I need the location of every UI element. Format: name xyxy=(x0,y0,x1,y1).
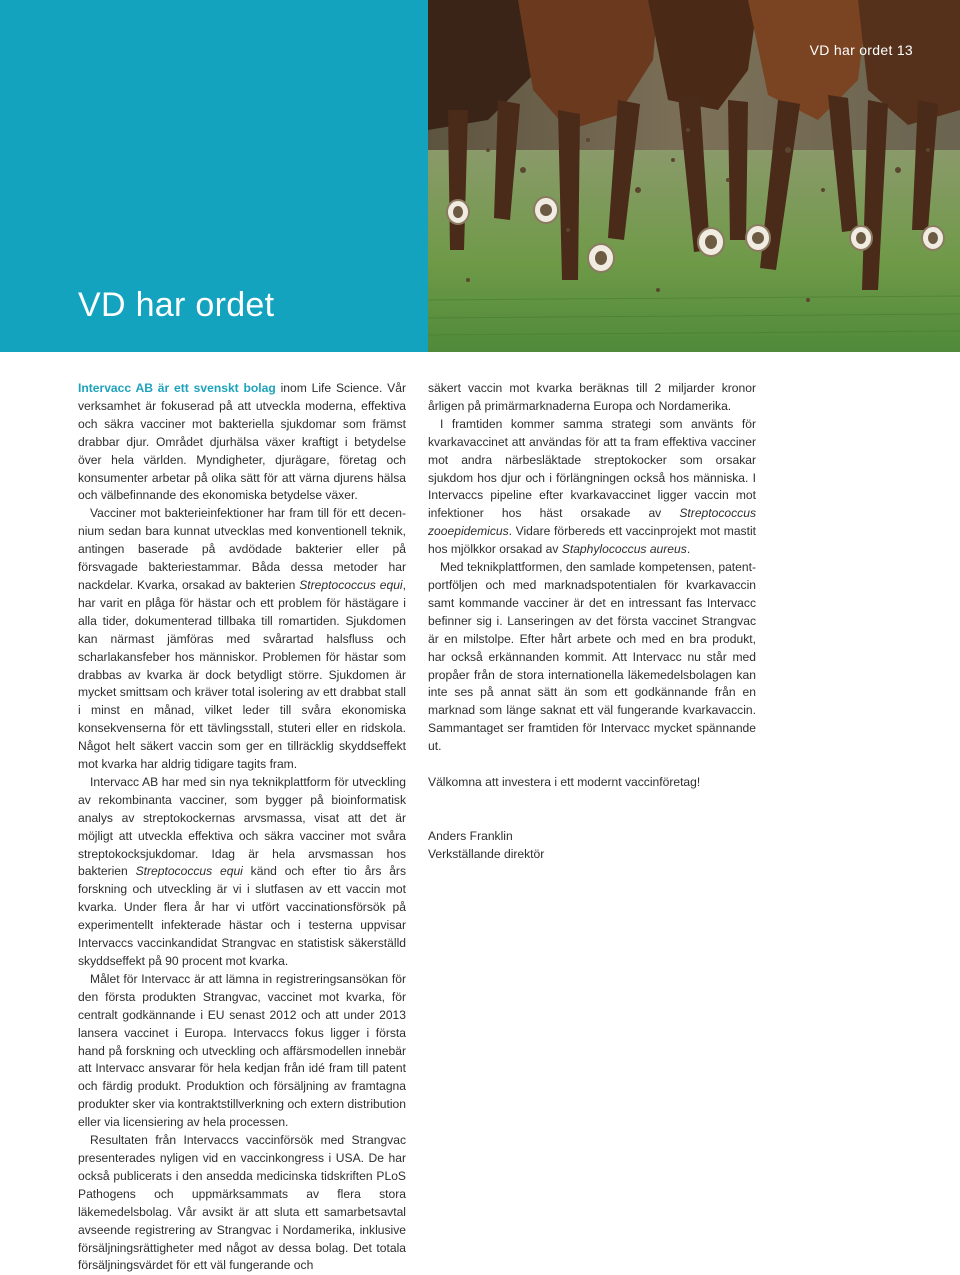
species-name: Streptococcus zooepidemicus xyxy=(428,506,756,539)
paragraph-future xyxy=(428,416,756,559)
page-title: VD har ordet xyxy=(78,286,275,324)
paragraph-platform xyxy=(78,774,406,971)
lead-in: Intervacc AB är ett svenskt bolag xyxy=(78,381,276,395)
signature-title: Verkställande direktör xyxy=(428,846,545,861)
right-column xyxy=(428,380,756,863)
paragraph-vaccines xyxy=(78,505,406,774)
text: . Vidare förbereds ett vaccinprojekt mot mastit hos mjölkkor orsakad av xyxy=(428,524,756,557)
signature-name: Anders Franklin xyxy=(428,828,513,843)
text: Vacciner mot bakterieinfektioner har fram till för ett decennium sedan bara kunnat utvecklas med konventionell teknik, antingen baserade på avdödade bakterier eller på försvagade bakteriestammar. Båda dessa metoder har nackdelar. Kvarka, orsakad av bakterien xyxy=(78,506,406,592)
text: Intervacc AB har med sin nya teknikplattform för utveckling av rekombinanta vacciner, som bygger på bioinformatisk analys av streptokockernas arvsmassa, visat att det är möjligt att utveckla effektiva och säkra vacciner mot svåra streptokocksjukdomar. Idag är hela arvsmassan hos bakterien xyxy=(78,774,406,879)
intro-text: inom Life Science. Vår verksamhet är fokuserad på att utveckla moderna, effektiva och säkra vacciner mot bakteriella sjukdomar som främst drabbar djur. Området djurhälsa växer kraftigt i betydelse över hela världen. Myndigheter, djurägare, företag och konsumenter arbetar på olika sätt för att värna djurens hälsa och välbefinnande des ekonomiska betydelse växer. xyxy=(78,381,407,503)
welcome-line: Välkomna att investera i ett modernt vaccinföretag! xyxy=(428,774,701,789)
species-name: Staphylococcus aureus xyxy=(561,542,687,557)
hero-band xyxy=(0,0,960,352)
intro-paragraph xyxy=(78,380,406,505)
text: , har varit en plåga för hästar och ett problem för hästägare i alla tider, dokumenterad tillbaka till romartiden. Sjukdomen kan närmast jämföras med svårartad halsfluss och scharlakansfeber hos människor. Problemen för hästar som drabbas av kvarka är dock betydligt större. Sjukdomen är mycket smittsam och kräver total isolering av ett drabbat stall i minst en månad, vilket leder till svåra ekonomiska konsekvenserna för ett tävlingsstall, stuteri eller en ridskola. Något helt säkert vaccin som ger en tillräcklig skyddseffekt mot kvarka har aldrig tidigare tagits fram. xyxy=(78,577,406,772)
text: I framtiden kommer samma strategi som använts för kvarkavaccinet att användas för att ta fram effektiva vacciner mot andra närbesläktade streptokocker som orsakar sjukdom hos djur och i förlängningen också hos människa. I Intervaccs pipeline efter kvarkavaccinet ligger vaccin mot infektioner hos häst orsakade av xyxy=(428,416,756,521)
paragraph-results: Resultaten från Intervaccs vaccinförsök med Strangvac presenterades nyligen vid en vaccinkongress i USA. De har också publicerats i den ansedda medicinska tidskriften PLoS Pathogens och uppmärksammats av flera stora läkemedelsbolag. Vår avsikt är att sluta ett samarbetsavtal avseende registrering av Strangvac i Nordamerika, inklusive försäljningsrättigheter med något av dessa bolag. Det totala försäljningsvärdet för ett väl fungerande och xyxy=(78,1133,406,1273)
species-name: Streptococcus equi xyxy=(299,577,403,592)
paragraph-market-value: säkert vaccin mot kvarka beräknas till 2 miljarder kronor årligen på primärmarknaderna Europa och Nordamerika. xyxy=(428,381,756,413)
running-head: VD har ordet 13 xyxy=(809,42,913,58)
left-column xyxy=(78,380,406,1275)
species-name: Streptococcus equi xyxy=(135,864,243,879)
paragraph-goal: Målet för Intervacc är att lämna in registreringsansökan för den första produkten Strangvac, vaccinet mot kvarka, för centralt godkännande i EU senast 2012 och att under 2013 lansera vaccinet i Europa. Intervaccs fokus ligger i första hand på forskning och utveckling och affärsmodellen innebär att Intervacc ansvarar för hela kedjan från idé fram till patent och färdig produkt. Produktion och försäljning av framtagna produkter sker via kontraktstillverkning och extern distribution eller via licensiering av hela processen. xyxy=(78,971,406,1130)
text: känd och efter tio års års forskning och utveckling är vi i slutfasen av ett vaccin mot kvarka. Under flera år har vi utfört vaccinationsförsök på experimentellt infekterade hästar och i testerna uppvisar Intervaccs vaccinkandidat Strangvac en statistisk säkerställd skyddseffekt på 90 procent mot kvarka. xyxy=(78,864,406,968)
text: . xyxy=(686,542,691,557)
paragraph-outlook: Med teknikplattformen, den samlade kompetensen, patentportföljen och med marknadspotentialen för kvarkavaccin samt kommande vacciner är det en intressant fas Intervacc befinner sig i. Lanseringen av det första vaccinet Strangvac är en milstolpe. Efter hårt arbete och med en bra produkt, har också erkännanden kommit. Att Intervacc nu står med propåer från de stora internationella läkemedelsbolagen kan inte ses på annat sätt än som ett godkännande från en marknad som länge saknat ett väl fungerande kvarkavaccin. Sammantaget ser framtiden för Intervacc mycket spännande ut. xyxy=(428,560,756,754)
